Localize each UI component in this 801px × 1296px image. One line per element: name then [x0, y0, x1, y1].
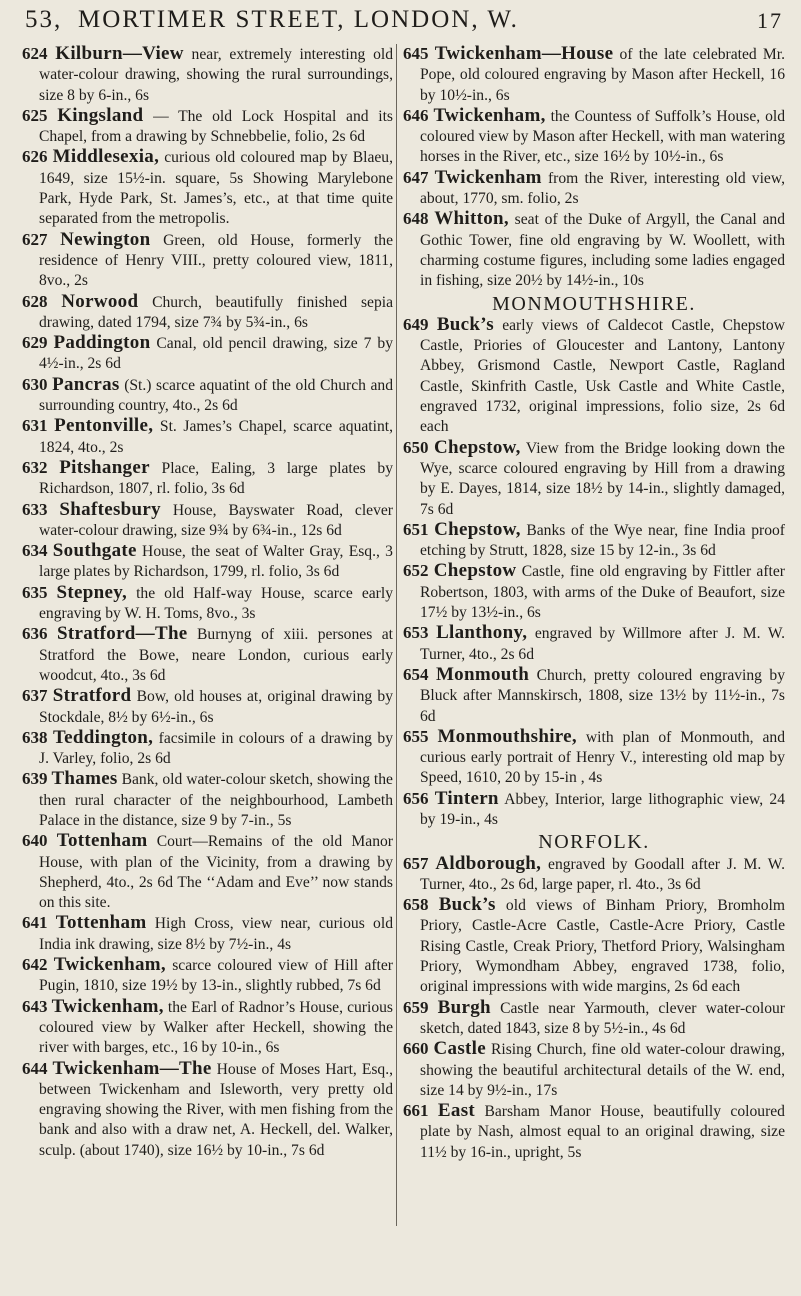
county-heading-monmouthshire: MONMOUTHSHIRE.: [492, 292, 696, 315]
entry-heading: Teddington,: [52, 726, 154, 748]
entry-heading: Buck’s: [436, 313, 494, 335]
entry-number: 630: [22, 374, 48, 394]
entry-description: facsimile in colours of a drawing by J. Varley, folio, 2s 6d: [39, 729, 393, 768]
entry-description: House, Bayswater Road, clever water-colour drawing, size 9¾ by 6¾-in., 12s 6d: [39, 501, 393, 539]
entry-description: the old Half-way House, scarce early engraving by W. H. Toms, 8vo., 3s: [39, 584, 393, 623]
entry-description: Castle near Yarmouth, clever water-colour sketch, dated 1843, size 8 by 5½-in., 4s 6d: [420, 999, 785, 1037]
catalogue-entry: [22, 416, 393, 458]
entry-heading: Norwood: [61, 290, 139, 312]
entry-number: 647: [403, 167, 429, 187]
entry-number: 660: [403, 1039, 429, 1059]
entry-number: 626: [22, 147, 48, 167]
running-head: [0, 0, 801, 40]
entry-number: 661: [403, 1101, 429, 1121]
catalogue-entry: [403, 1101, 785, 1163]
entry-number: 631: [22, 416, 48, 436]
catalogue-entry: [403, 1039, 785, 1101]
entry-heading: Pitshanger: [59, 456, 150, 478]
entry-heading: Chepstow: [433, 560, 517, 582]
entry-heading: Tottenham: [56, 830, 148, 852]
page-number-right: 17: [757, 8, 783, 33]
entry-description: the Countess of Suffolk’s House, old coloured view by Mason after Heckell, with man watering horses in the River, etc., size 16½ by 10½-in., 6s: [420, 107, 785, 166]
entry-heading: Monmouthshire,: [437, 725, 577, 747]
catalogue-entry: [22, 333, 393, 375]
entry-number: 635: [22, 582, 48, 602]
entry-number: 648: [403, 209, 429, 229]
entry-heading: Newington: [60, 228, 151, 250]
entry-description: House, the seat of Walter Gray, Esq., 3 large plates by Richardson, 1799, rl. folio, 3s 6d: [39, 543, 393, 581]
entry-number: 627: [22, 229, 48, 249]
catalogue-entry: [403, 168, 785, 210]
catalogue-entry: [22, 769, 393, 831]
entry-heading: Twickenham—House: [434, 43, 614, 64]
entry-description: Place, Ealing, 3 large plates by Richardson, 1807, rl. folio, 3s 6d: [39, 459, 393, 498]
entry-description: Bank, old water-colour sketch, showing the then rural character of the neighbourhood, Lambeth Palace in the distance, size 9 by 7-in., 5s: [39, 771, 393, 829]
catalogue-entry: [22, 375, 393, 417]
entry-heading: Twickenham,: [51, 995, 164, 1017]
entry-description: with plan of Monmouth, and curious early portrait of Henry V., interesting old map by Speed, 1610, 20 by 15-in , 4s: [420, 728, 785, 787]
entry-description: View from the Bridge looking down the Wye, scarce coloured engraving by Hill from a drawing by E. Dayes, 1814, size 18½ by 14-in., slightly damaged, 7s 6d: [420, 439, 785, 518]
entry-heading: Pentonville,: [54, 415, 154, 437]
entry-heading: Aldborough,: [435, 852, 542, 874]
entry-number: 637: [22, 686, 48, 706]
entry-number: 633: [22, 499, 48, 519]
group-twickenham: [403, 44, 785, 292]
entry-description: curious old coloured map by Blaeu, 1649, size 15½-in. square, 5s Showing Marylebone Park, Hyde Park, St. James’s, etc., at that time quite separated from the metropolis.: [39, 149, 393, 228]
entry-heading: Monmouth: [435, 663, 530, 685]
catalogue-entry: [403, 789, 785, 831]
entry-description: Burnyng of xiii. persones at Stratford the Bowe, neare London, curious early woodcut, 4to., 3s 6d: [39, 626, 393, 684]
catalogue-entry: [22, 1059, 393, 1161]
catalogue-entry: [22, 106, 393, 148]
entry-number: 629: [22, 333, 48, 353]
entry-heading: Llanthony,: [436, 622, 528, 644]
entry-description: engraved by Goodall after J. M. W. Turner, 4to., 2s 6d, large paper, rl. 4to., 3s 6d: [420, 855, 785, 893]
entry-heading: East: [437, 1100, 476, 1122]
entry-description: Church, beautifully finished sepia drawing, dated 1794, size 7¾ by 5¾-in., 6s: [39, 293, 393, 331]
entry-number: 642: [22, 955, 48, 975]
catalogue-entry: [403, 854, 785, 896]
entry-number: 659: [403, 997, 429, 1017]
catalogue-entry: [22, 583, 393, 625]
catalogue-entry: [22, 458, 393, 500]
entry-number: 639: [22, 769, 48, 789]
catalogue-entry: [22, 686, 393, 728]
entry-description: Bow, old houses at, original drawing by Stockdale, 8½ by 6½-in., 6s: [39, 688, 393, 726]
entry-description: Barsham Manor House, beautifully coloured plate by Nash, almost equal to an original drawing, size 11½ by 16-in., upright, 5s: [420, 1103, 785, 1161]
entry-heading: Stratford—The: [56, 623, 188, 645]
entry-heading: Burgh: [437, 996, 491, 1018]
entry-heading: Southgate: [52, 540, 137, 562]
catalogue-entry: [22, 292, 393, 334]
entry-number: 651: [403, 519, 429, 539]
entry-heading: Buck’s: [438, 894, 496, 916]
entry-heading: Middlesexia,: [52, 146, 160, 168]
entry-heading: Tottenham: [55, 912, 147, 934]
entry-heading: Pancras: [52, 373, 120, 395]
entry-heading: Whitton,: [434, 208, 509, 230]
entry-number: 625: [22, 105, 48, 125]
entry-number: 644: [22, 1058, 48, 1078]
entry-heading: Stratford: [52, 685, 132, 707]
column-divider: [396, 44, 397, 1226]
entry-description: High Cross, view near, curious old India ink drawing, size 8½ by 7½-in., 4s: [39, 915, 393, 953]
entry-description: from the River, interesting old view, about, 1770, sm. folio, 2s: [420, 169, 785, 208]
catalogue-entry: [22, 541, 393, 583]
catalogue-entry: [403, 727, 785, 789]
county-heading-norfolk: NORFOLK.: [538, 831, 650, 854]
group-norfolk: [403, 854, 785, 1163]
catalogue-entry: [403, 106, 785, 168]
entry-heading: Kingsland: [57, 104, 144, 126]
entry-number: 640: [22, 831, 48, 851]
entry-heading: Stepney,: [56, 581, 128, 603]
entry-description: seat of the Duke of Argyll, the Canal and Gothic Tower, fine old engraving by W. Woollett, with charming costume figures, including some ladies engaged in fishing, size 20½ by 14½-in., 10s: [420, 211, 785, 290]
entry-number: 646: [403, 105, 429, 125]
entry-description: the Earl of Radnor’s House, curious coloured view by Walker after Heckell, showing the river with barges, etc., 16 by 10-in., 6s: [39, 998, 393, 1057]
catalogue-entry: [22, 831, 393, 913]
entry-description: Court—Remains of the old Manor House, with plan of the Vicinity, from a drawing by Shepherd, 4to., 2s 6d The ‘‘Adam and Eve’’ now stands on this site.: [39, 833, 393, 912]
entry-number: 643: [22, 996, 48, 1016]
entry-description: engraved by Willmore after J. M. W. Turner, 4to., 2s 6d: [420, 625, 785, 663]
catalogue-entry: [403, 209, 785, 291]
catalogue-entry: [22, 728, 393, 770]
entry-number: 624: [22, 44, 48, 63]
entry-description: Canal, old pencil drawing, size 7 by 4½-in., 2s 6d: [39, 335, 393, 373]
entry-heading: Castle: [433, 1038, 486, 1060]
page-title: MORTIMER STREET, LONDON, W.: [78, 6, 519, 33]
entry-heading: Tintern: [434, 787, 499, 809]
catalogue-entry: [22, 147, 393, 229]
entry-description: Banks of the Wye near, fine India proof etching by Strutt, 1828, size 15 by 12-in., 3s 6d: [420, 521, 785, 560]
catalogue-entry: [403, 623, 785, 665]
catalogue-entry: [22, 230, 393, 292]
entry-number: 638: [22, 727, 48, 747]
catalogue-entry: [403, 520, 785, 562]
group-monmouthshire: [403, 315, 785, 830]
entry-heading: Kilburn—View: [55, 43, 184, 64]
entry-number: 632: [22, 457, 48, 477]
entry-heading: Twickenham: [434, 166, 542, 188]
entry-description: early views of Caldecot Castle, Chepstow Castle, Priories of Gloucester and Lantony, Lantony Abbey, Grismond Castle, Newport Castle, Ragland Castle, Skinfrith Castle, Usk Castle and White Castle, engraved 1732, original impressions, folio size, 2s 6d each: [420, 316, 785, 436]
catalogue-entry: [22, 913, 393, 955]
entry-description: Church, pretty coloured engraving by Bluck after Mannskirsch, 1808, size 13½ by 11½-in., 7s 6d: [420, 666, 785, 725]
entry-description: — The old Lock Hospital and its Chapel, from a drawing by Schnebbelie, folio, 2s 6d: [39, 107, 393, 146]
entry-number: 649: [403, 314, 429, 334]
left-column: [22, 44, 393, 1161]
catalogue-entry: [22, 500, 393, 542]
entry-heading: Chepstow,: [434, 518, 521, 540]
catalogue-entry: [403, 438, 785, 520]
right-column: [403, 44, 785, 1163]
entry-number: 641: [22, 913, 48, 933]
entry-number: 645: [403, 44, 429, 63]
catalogue-entry: [22, 997, 393, 1059]
entry-heading: Twickenham—The: [52, 1057, 212, 1079]
entry-description: near, extremely interesting old water-colour drawing, showing the rural surroundings, size 8 by 6-in., 6s: [39, 46, 394, 104]
entry-description: Rising Church, fine old water-colour drawing, showing the beautiful architectural details of the W. end, size 14 by 9½-in., 17s: [420, 1041, 785, 1099]
entry-number: 654: [403, 664, 429, 684]
entry-number: 653: [403, 623, 429, 643]
catalogue-entry: [22, 624, 393, 686]
entry-heading: Chepstow,: [434, 436, 521, 458]
entry-number: 634: [22, 541, 48, 561]
entry-number: 657: [403, 853, 429, 873]
entry-heading: Shaftesbury: [59, 498, 161, 520]
entry-number: 636: [22, 624, 48, 644]
entry-description: Castle, fine old engraving by Fittler after Robertson, 1803, with arms of the Duke of Beaufort, size 17½ by 13½-in., 6s: [420, 563, 785, 622]
catalogue-entry: [403, 895, 785, 997]
catalogue-entry: [22, 955, 393, 997]
entry-heading: Thames: [51, 768, 118, 790]
catalogue-entry: [22, 44, 393, 106]
entry-description: Green, old House, formerly the residence of Henry VIII., pretty coloured view, 1811, 8vo., 2s: [39, 231, 393, 290]
entry-description: Abbey, Interior, large lithographic view, 24 by 19-in., 4s: [420, 790, 785, 828]
entry-heading: Paddington: [53, 332, 151, 354]
catalogue-entry: [403, 44, 785, 106]
entry-description: House of Moses Hart, Esq., between Twickenham and Isleworth, very pretty old engraving showing the River, with men fishing from the bank and also with a draw net, A. Heckell, del. Walker, sculp. (about 1740), size 16½ by 10-in., 7s 6d: [39, 1060, 394, 1159]
catalogue-entry: [403, 315, 785, 438]
page-number-left: 53,: [25, 6, 63, 33]
entry-number: 655: [403, 726, 429, 746]
entry-number: 652: [403, 561, 429, 581]
entry-number: 658: [403, 895, 429, 915]
entry-description: scarce coloured view of Hill after Pugin, 1810, size 19½ by 13-in., slightly rubbed, 7s 6d: [39, 957, 394, 995]
catalogue-entry: [403, 561, 785, 623]
entry-description: St. James’s Chapel, scarce aquatint, 1824, 4to., 2s: [39, 418, 393, 456]
entry-number: 650: [403, 437, 429, 457]
entry-description: of the late celebrated Mr. Pope, old coloured engraving by Mason after Heckell, 16 by 10½-in., 6s: [420, 46, 785, 104]
entry-heading: Twickenham,: [433, 104, 546, 126]
entry-description: (St.) scarce aquatint of the old Church and surrounding country, 4to., 2s 6d: [39, 376, 393, 415]
entry-heading: Twickenham,: [53, 954, 166, 976]
entry-number: 656: [403, 788, 429, 808]
catalogue-entry: [403, 998, 785, 1040]
catalogue-entry: [403, 665, 785, 727]
entry-description: old views of Binham Priory, Bromholm Priory, Castle-Acre Castle, Castle-Acre Priory, Castle Rising Castle, Creak Priory, Thetford Priory, Walsingham Priory, Wymondham Abbey, engraved 1738, folio, original impressions with wide margins, 2s 6d each: [420, 897, 785, 996]
entry-number: 628: [22, 291, 48, 311]
